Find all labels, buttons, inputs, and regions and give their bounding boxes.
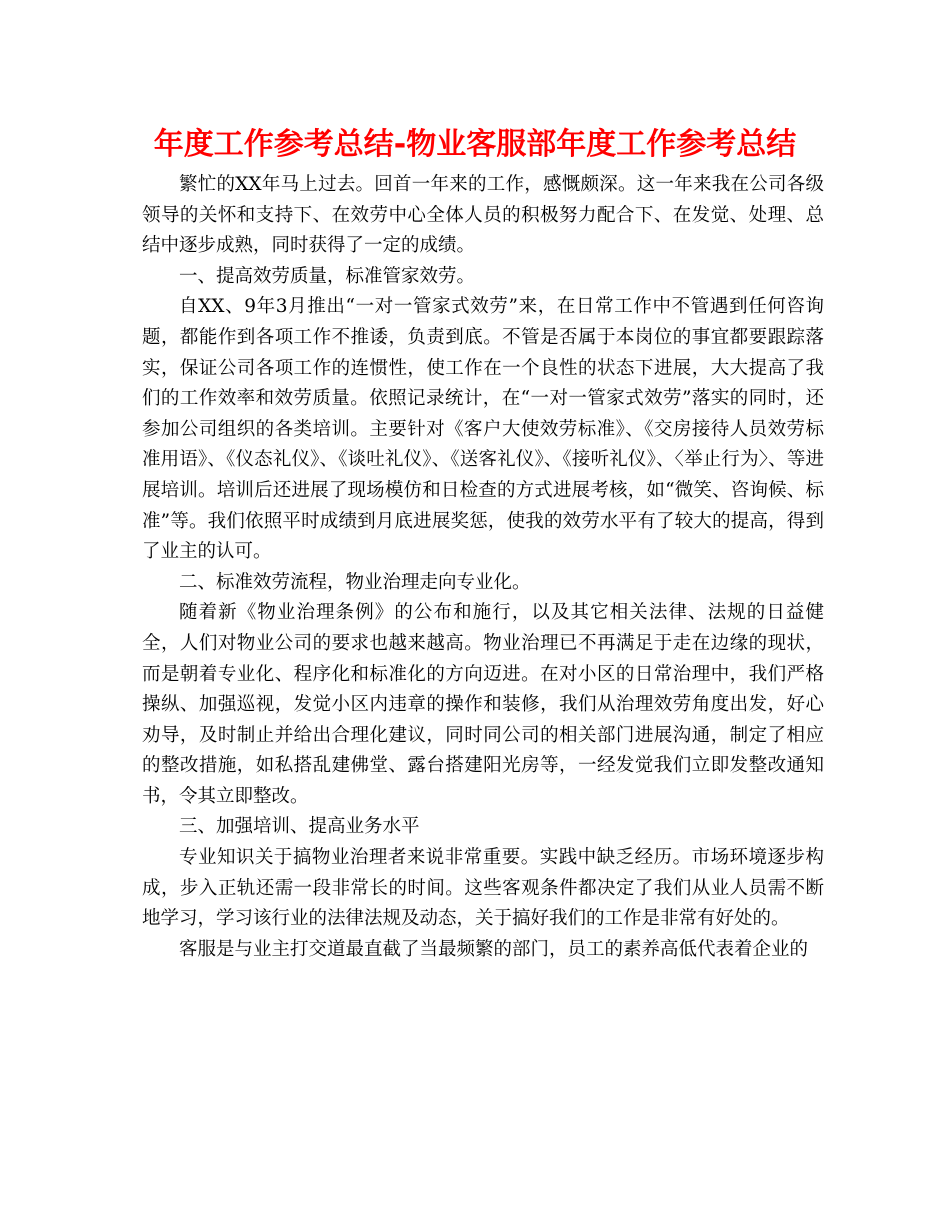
paragraph-section-2: 随着新《物业治理条例》的公布和施行，以及其它相关法律、法规的日益健全，人们对物业公司的要求也越来越高。物业治理已不再满足于走在边缘的现状，而是朝着专业化、程序化和标准化的方向迈进。在对小区的日常治理中，我们严格操纵、加强巡视，发觉小区内违章的操作和装修，我们从治理效劳角度出发，好心劝导，及时制止并给出合理化建议，同时同公司的相关部门进展沟通，制定了相应的整改措施，如私搭乱建佛堂、露台搭建阳光房等，一经发觉我们立即发整改通知书，令其立即整改。 <box>142 602 824 807</box>
section-heading-1: 一、提高效劳质量，标准管家效劳。 <box>179 265 476 287</box>
document-body <box>142 170 824 965</box>
document-title: 年度工作参考总结-物业客服部年度工作参考总结 <box>153 127 797 162</box>
paragraph-customer-service: 客服是与业主打交道最直截了当最频繁的部门，员工的素养高低代表着企业的 <box>179 938 809 960</box>
paragraph-section-1: 自XX、9年3月推出“一对一管家式效劳”来，在日常工作中不管遇到任何咨询题，都能作到各项工作不推诿，负责到底。不管是否属于本岗位的事宜都要跟踪落实，保证公司各项工作的连惯性，使工作在一个良性的状态下进展，大大提高了我们的工作效率和效劳质量。依照记录统计，在“一对一管家式效劳”落实的同时，还参加公司组织的各类培训。主要针对《客户大使效劳标准》、《交房接待人员效劳标准用语》、《仪态礼仪》、《谈吐礼仪》、《送客礼仪》、《接听礼仪》、〈举止行为〉、等进展培训。培训后还进展了现场模仿和日检查的方式进展考核，如“微笑、咨询候、标准”等。我们依照平时成绩到月底进展奖惩，使我的效劳水平有了较大的提高，得到了业主的认可。 <box>142 296 824 563</box>
paragraph-section-3: 专业知识关于搞物业治理者来说非常重要。实践中缺乏经历。市场环境逐步构成，步入正轨还需一段非常长的时间。这些客观条件都决定了我们从业人员需不断地学习，学习该行业的法律法规及动态，关于搞好我们的工作是非常有好处的。 <box>142 847 824 930</box>
paragraph-intro: 繁忙的XX年马上过去。回首一年来的工作，感慨颇深。这一年来我在公司各级领导的关怀和支持下、在效劳中心全体人员的积极努力配合下、在发觉、处理、总结中逐步成熟，同时获得了一定的成绩。 <box>142 174 824 257</box>
section-heading-3: 三、加强培训、提高业务水平 <box>179 816 420 838</box>
section-heading-2: 二、标准效劳流程，物业治理走向专业化。 <box>179 571 531 593</box>
